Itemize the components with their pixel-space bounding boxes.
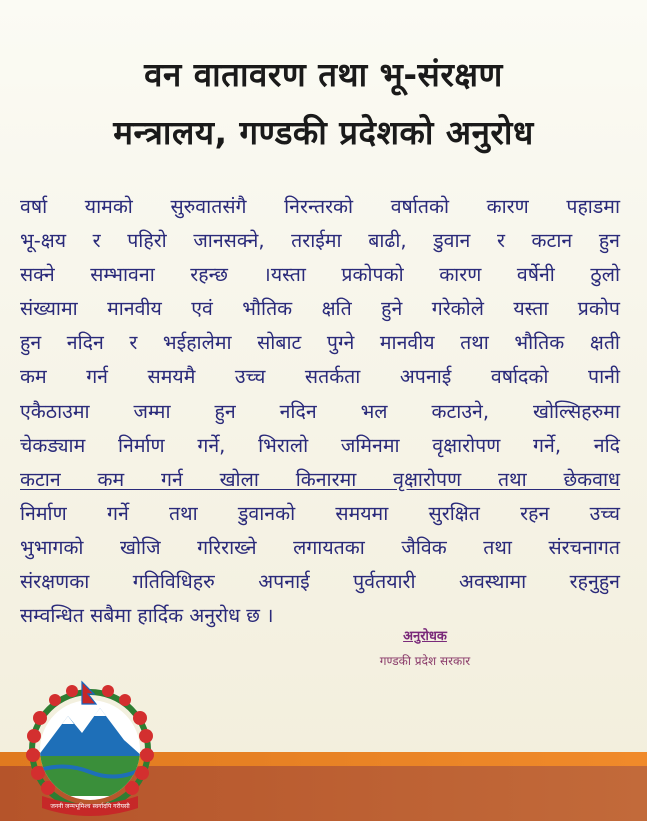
- body-line: वर्षा यामको सुरुवातसंगै निरन्तरको वर्षातको कारण पहाडमा: [20, 195, 620, 218]
- body-line: चेकड्याम निर्माण गर्ने, भिरालो जमिनमा वृक्षारोपण गर्ने, नदि: [20, 433, 620, 457]
- body-line: भुभागको खोजि गरिराख्ने लगायतका जैविक तथा संरचनागत: [20, 535, 620, 559]
- body-line: कम गर्न समयमै उच्च सतर्कता अपनाई वर्षादको पानी: [20, 365, 620, 389]
- emblem-motto: जननी जन्मभूमिश्च स्वर्गादपि गरीयसी: [50, 803, 130, 810]
- title-line-1: वन वातावरण तथा भू-संरक्षण: [144, 55, 503, 94]
- notice-title: [10, 46, 637, 162]
- body-line: भू-क्षय र पहिरो जानसक्ने, तराईमा बाढी, डुवान र कटान हुन: [20, 229, 620, 253]
- body-line-underlined: कटान कम गर्न खोला किनारमा वृक्षारोपण तथा छेकवाध: [20, 467, 620, 491]
- body-line: संख्यामा मानवीय एवं भौतिक क्षति हुने गरेकोले यस्ता प्रकोप: [20, 297, 620, 321]
- signature-org: गण्डकी प्रदेश सरकार: [379, 654, 471, 668]
- body-line: निर्माण गर्ने तथा डुवानको समयमा सुरक्षित रहन उच्च: [20, 501, 620, 525]
- body-line: सक्ने सम्भावना रहन्छ ।यस्ता प्रकोपको कारण वर्षेनी ठुलो: [20, 263, 620, 287]
- body-line-last: सम्वन्धित सबैमा हार्दिक अनुरोध छ ।: [20, 604, 274, 628]
- body-line: एकैठाउमा जम्मा हुन नदिन भल कटाउने, खोल्सिहरुमा: [20, 399, 620, 423]
- gandaki-province-emblem-icon: [20, 678, 160, 818]
- notice-body: [20, 190, 620, 633]
- body-line: हुन नदिन र भईहालेमा सोबाट पुग्ने मानवीय तथा भौतिक क्षती: [20, 331, 620, 355]
- signature-title: अनुरोधक: [403, 629, 447, 644]
- title-line-2: मन्त्रालय, गण्डकी प्रदेशको अनुरोध: [113, 113, 534, 152]
- body-line: संरक्षणका गतिविधिहरु अपनाई पुर्वतयारी अवस्थामा रहनुहुन: [20, 570, 620, 594]
